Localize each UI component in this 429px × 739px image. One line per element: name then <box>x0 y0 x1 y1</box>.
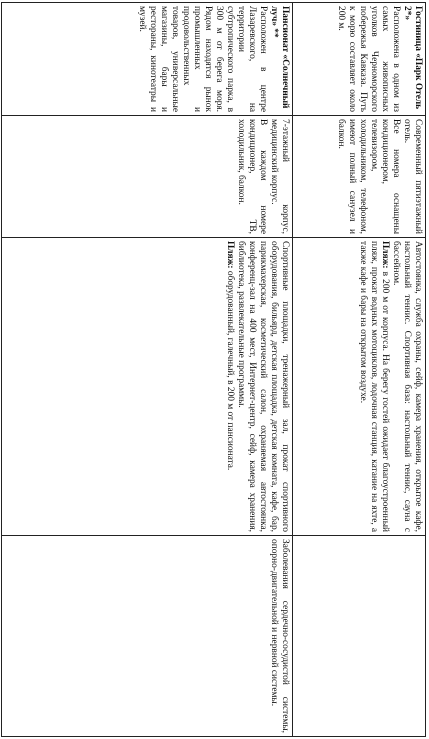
rooms-cell <box>293 116 426 238</box>
treatment-text: Заболевания сердечно-сосудистой системы, опорно-двигательной и нервной системы. <box>269 539 290 733</box>
hotel-location: Расположена в одном из самых живописных уголков Черноморского побережья Кавказа. Путь к морю составляет около 200 м. <box>336 6 401 112</box>
room-equipment: Все номера оснащены кондиционером, телевизором, холодильником, телефоном, имеют полный санузел и балкон. <box>336 119 401 234</box>
beach-text <box>357 241 390 532</box>
beach-text <box>224 241 235 532</box>
hotel-table <box>1 2 426 737</box>
room-equipment: В каждом номере кондиционер, ТВ, холодильник, балкон. <box>236 119 268 234</box>
beach-description: оборудованный, галечный, в 200 м от пансионата. <box>225 270 235 471</box>
building-description: Современный пятиэтажный отель. <box>402 119 423 234</box>
beach-label: Пляж: <box>380 241 390 269</box>
hotel-cell <box>293 3 426 116</box>
services-cell <box>293 238 426 536</box>
table-row <box>2 3 293 737</box>
services-text: Автостоянка, служба охраны, сейф, камера хранения, открытое кафе, настольный теннис. Спортивная база: настольный теннис, сауна с бассейном. <box>391 241 423 532</box>
services-text: Спортивные площадки, тренажерный зал, прокат спортивного оборудования, бильярд, детская площадка, детская комната, кафе, бар, парикмахерская, косметический салон, охраняемая автостоянка, конференц-зал на 400 мест, Интернет-центр, сейф, камера хранения, библиотека, развлекательные программы. <box>236 241 290 532</box>
services-cell <box>2 238 293 536</box>
beach-label: Пляж: <box>225 241 235 269</box>
table-row <box>293 3 426 737</box>
hotel-name: Пансионат «Солнечный луч» ** <box>269 6 290 109</box>
beach-description: в 200 м от корпуса. На берегу гостей ожидает благоустроенный пляж, прокат водных мотоциклов, лодочная станция, катание на яхте, а также кафе и бары на открытом воздухе. <box>358 241 390 533</box>
treatment-cell <box>293 536 426 737</box>
treatment-cell <box>2 536 293 737</box>
hotel-name: Гостиница «Парк Отель 2*» <box>402 6 423 110</box>
rotated-table-wrapper <box>2 2 426 736</box>
hotel-cell <box>2 3 293 116</box>
hotel-location: Расположен в центре Лазаревского, на территории субтропического парка, в 300 м от берега моря. Рядом находятся рынок промышленных и продовольственных товаров, универсальные магазины, бары и рестораны, кинотеатры и музей. <box>137 6 268 112</box>
building-description: 7-этажный корпус, медицинский корпус. <box>269 119 290 234</box>
rooms-cell <box>2 116 293 238</box>
